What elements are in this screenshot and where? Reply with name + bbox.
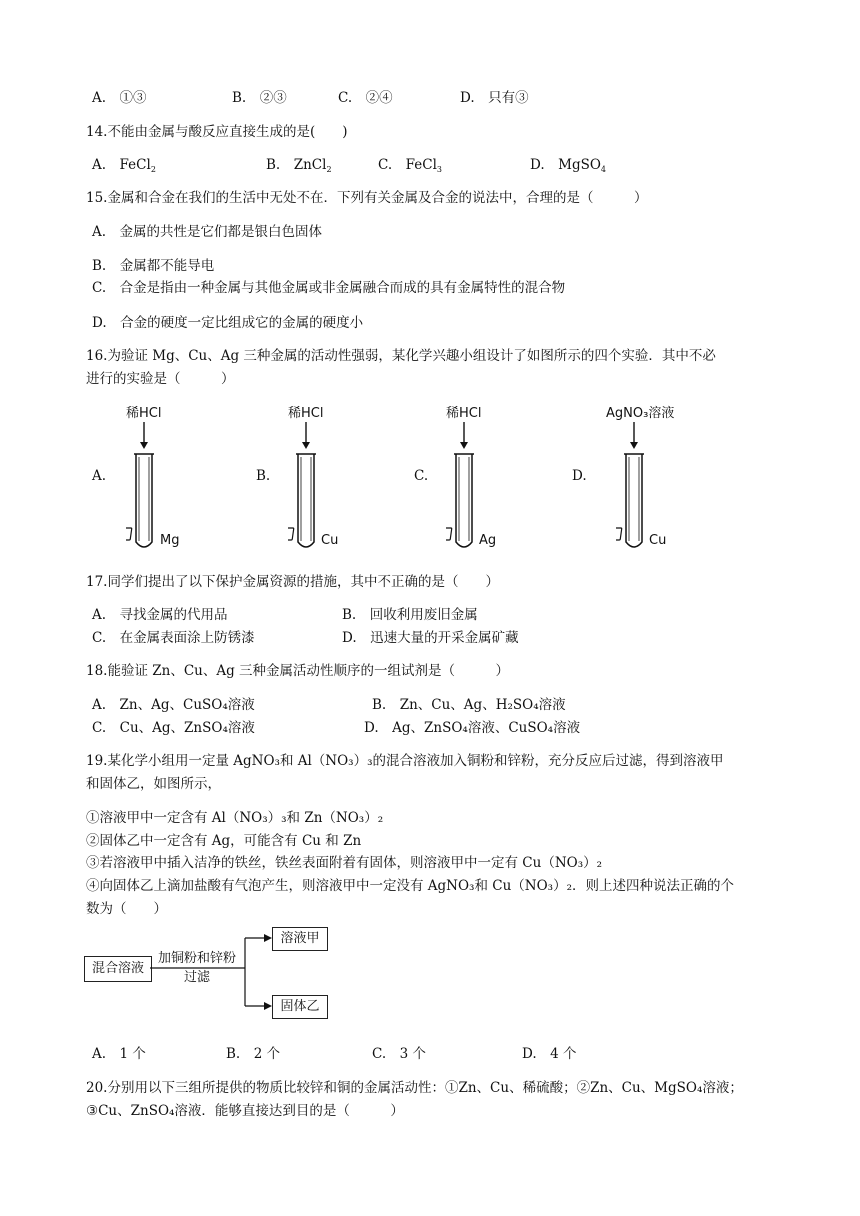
q19-stem-line2: 和固体乙，如图所示， <box>86 776 221 792</box>
q16-reagent-a: 稀HCl <box>126 406 162 421</box>
q16-metal-c: Ag <box>479 533 497 548</box>
q16-stem-line2: 进行的实验是（ ） <box>86 371 235 387</box>
q19-statement-4: ④向固体乙上滴加盐酸有气泡产生，则溶液甲中一定没有 AgNO₃和 Cu（NO₃）₂．则上述四种说法正确的个 <box>86 878 734 894</box>
q14-option-c: C. FeCl$_3$ <box>378 157 442 174</box>
q16-stem-line1: 16.为验证 Mg、Cu、Ag 三种金属的活动性强弱，某化学兴趣小组设计了如图所示的四个实验．其中不必 <box>86 348 716 364</box>
q16-option-b: B. <box>256 468 271 484</box>
q13-option-c: C. ②④ <box>338 90 393 106</box>
q16-metal-d: Cu <box>649 533 667 548</box>
q19-option-c: C. 3 个 <box>372 1046 427 1062</box>
q16-option-d: D. <box>572 468 587 484</box>
process-label-top: 加铜粉和锌粉 <box>158 951 237 966</box>
q15-option-a: A. 金属的共性是它们都是银白色固体 <box>92 224 323 240</box>
q19-stem-line1: 19.某化学小组用一定量 AgNO₃和 Al（NO₃）₃的混合溶液加入铜粉和锌粉，充分反应后过滤，得到溶液甲 <box>86 753 724 769</box>
q18-stem: 18.能验证 Zn、Cu、Ag 三种金属活动性顺序的一组试剂是（ ） <box>86 663 510 679</box>
q17-option-a: A. 寻找金属的代用品 <box>92 607 228 623</box>
q19-option-a: A. 1 个 <box>92 1046 146 1062</box>
q13-option-d: D. 只有③ <box>460 90 529 106</box>
q15-option-b: B. 金属都不能导电 <box>92 258 215 274</box>
q14-option-a: A. FeCl$_2$ <box>92 157 156 174</box>
q19-statement-2: ②固体乙中一定含有 Ag，可能含有 Cu 和 Zn <box>86 833 362 849</box>
flow-arrows <box>150 928 275 1018</box>
q13-option-a: A. ①③ <box>92 90 147 106</box>
q19-statement-1: ①溶液甲中一定含有 Al（NO₃）₃和 Zn（NO₃）₂ <box>86 810 384 826</box>
q16-option-c: C. <box>414 468 429 484</box>
q16-reagent-c: 稀HCl <box>446 406 482 421</box>
q20-stem-line1: 20.分别用以下三组所提供的物质比较锌和铜的金属活动性：①Zn、Cu、稀硫酸；②Zn、Cu、MgSO₄溶液； <box>86 1080 743 1096</box>
q14-option-b: B. ZnCl$_2$ <box>266 157 332 174</box>
q19-statement-3: ③若溶液甲中插入洁净的铁丝，铁丝表面附着有固体，则溶液甲中一定有 Cu（NO₃）₂ <box>86 855 603 871</box>
q18-option-d: D. Ag、ZnSO₄溶液、CuSO₄溶液 <box>364 720 581 736</box>
mixed-solution-box: 混合溶液 <box>84 956 152 982</box>
q20-stem-line2: ③Cu、ZnSO₄溶液．能够直接达到目的是（ ） <box>86 1103 404 1119</box>
q17-option-c: C. 在金属表面涂上防锈漆 <box>92 630 255 646</box>
q15-option-c: C. 合金是指由一种金属与其他金属或非金属融合而成的具有金属特性的混合物 <box>92 280 566 296</box>
q18-option-a: A. Zn、Ag、CuSO₄溶液 <box>92 697 255 713</box>
q18-option-b: B. Zn、Cu、Ag、H₂SO₄溶液 <box>372 697 566 713</box>
solid-b-box: 固体乙 <box>272 995 328 1019</box>
q16-reagent-d: AgNO₃溶液 <box>606 406 675 421</box>
q17-stem: 17.同学们提出了以下保护金属资源的措施，其中不正确的是（ ） <box>86 574 499 590</box>
solution-a-box: 溶液甲 <box>272 927 328 951</box>
q16-reagent-b: 稀HCl <box>288 406 324 421</box>
q15-stem: 15.金属和合金在我们的生活中无处不在．下列有关金属及合金的说法中，合理的是（ ） <box>86 190 648 206</box>
q19-statement-5: 数为（ ） <box>86 901 167 917</box>
q14-option-d: D. MgSO$_4$ <box>530 157 607 174</box>
q19-option-b: B. 2 个 <box>226 1046 281 1062</box>
q15-option-d: D. 合金的硬度一定比组成它的金属的硬度小 <box>92 315 364 331</box>
q14-stem: 14.不能由金属与酸反应直接生成的是( ) <box>86 124 348 140</box>
q17-option-b: B. 回收利用废旧金属 <box>342 607 478 623</box>
q16-metal-b: Cu <box>321 533 339 548</box>
q18-option-c: C. Cu、Ag、ZnSO₄溶液 <box>92 720 255 736</box>
q19-option-d: D. 4 个 <box>522 1046 577 1062</box>
q13-option-b: B. ②③ <box>232 90 287 106</box>
q16-option-a: A. <box>92 468 107 484</box>
q17-option-d: D. 迅速大量的开采金属矿藏 <box>342 630 519 646</box>
q16-metal-a: Mg <box>160 533 180 548</box>
process-label-bottom: 过滤 <box>184 970 211 985</box>
